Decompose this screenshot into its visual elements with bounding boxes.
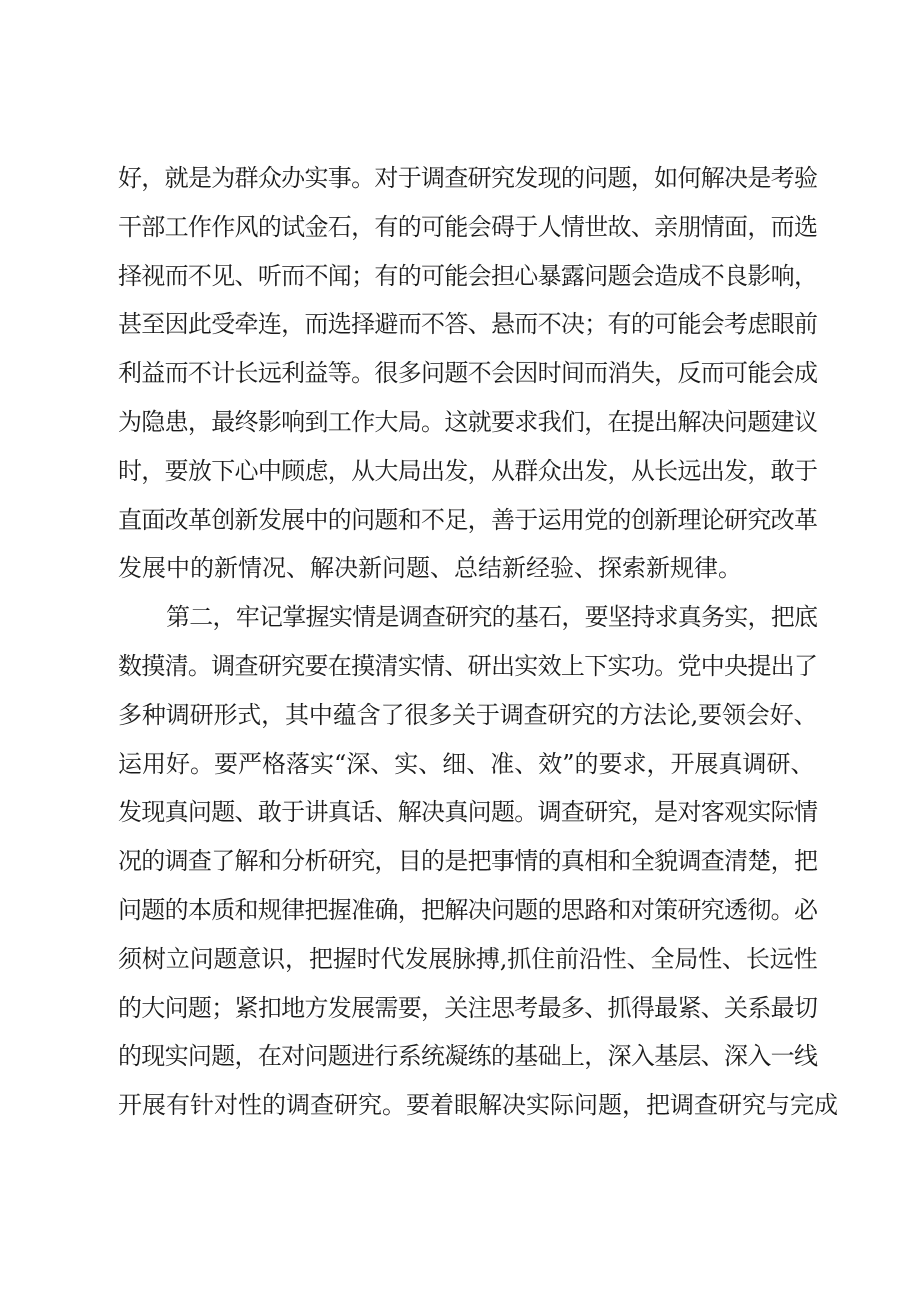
text-line: 开展有针对性的调查研究。要着眼解决实际问题，把调查研究与完成: [118, 1091, 838, 1120]
document-body: [118, 154, 838, 1130]
text-line: 择视而不见、听而不闻；有的可能会担心暴露问题会造成不良影响，: [118, 261, 818, 290]
text-line: 利益而不计长远利益等。很多问题不会因时间而消失，反而可能会成: [118, 359, 818, 388]
text-line: 多种调研形式，其中蕴含了很多关于调查研究的方法论,要领会好、: [118, 700, 818, 729]
text-line: 直面改革创新发展中的问题和不足，善于运用党的创新理论研究改革: [118, 505, 818, 534]
paragraph: [118, 154, 818, 593]
text-line: 的现实问题，在对问题进行系统凝练的基础上，深入基层、深入一线: [118, 1042, 818, 1071]
text-line: 的大问题；紧扣地方发展需要，关注思考最多、抓得最紧、关系最切: [118, 993, 818, 1022]
text-line: 须树立问题意识，把握时代发展脉搏,抓住前沿性、全局性、长远性: [118, 944, 818, 973]
text-line: 发现真问题、敢于讲真话、解决真问题。调查研究，是对客观实际情: [118, 798, 818, 827]
text-line: 甚至因此受牵连，而选择避而不答、悬而不决；有的可能会考虑眼前: [118, 310, 818, 339]
text-line: 好，就是为群众办实事。对于调查研究发现的问题，如何解决是考验: [118, 164, 818, 192]
text-line: 运用好。要严格落实“深、实、细、准、效”的要求，开展真调研、: [118, 749, 815, 778]
text-line: 干部工作作风的试金石，有的可能会碍于人情世故、亲朋情面，而选: [118, 212, 818, 241]
text-line: 发展中的新情况、解决新问题、总结新经验、探索新规律。: [118, 554, 742, 583]
text-line: 为隐患，最终影响到工作大局。这就要求我们，在提出解决问题建议: [118, 407, 818, 436]
text-line: 时，要放下心中顾虑，从大局出发，从群众出发，从长远出发，敢于: [118, 456, 818, 485]
text-line: 数摸清。调查研究要在摸清实情、研出实效上下实功。党中央提出了: [118, 651, 818, 680]
text-line: 问题的本质和规律把握准确，把解决问题的思路和对策研究透彻。必: [118, 895, 818, 924]
paragraph: [118, 593, 838, 1130]
text-line: 第二，牢记掌握实情是调查研究的基石，要坚持求真务实，把底: [166, 603, 818, 632]
text-line: 况的调查了解和分析研究，目的是把事情的真相和全貌调查清楚，把: [118, 847, 818, 876]
